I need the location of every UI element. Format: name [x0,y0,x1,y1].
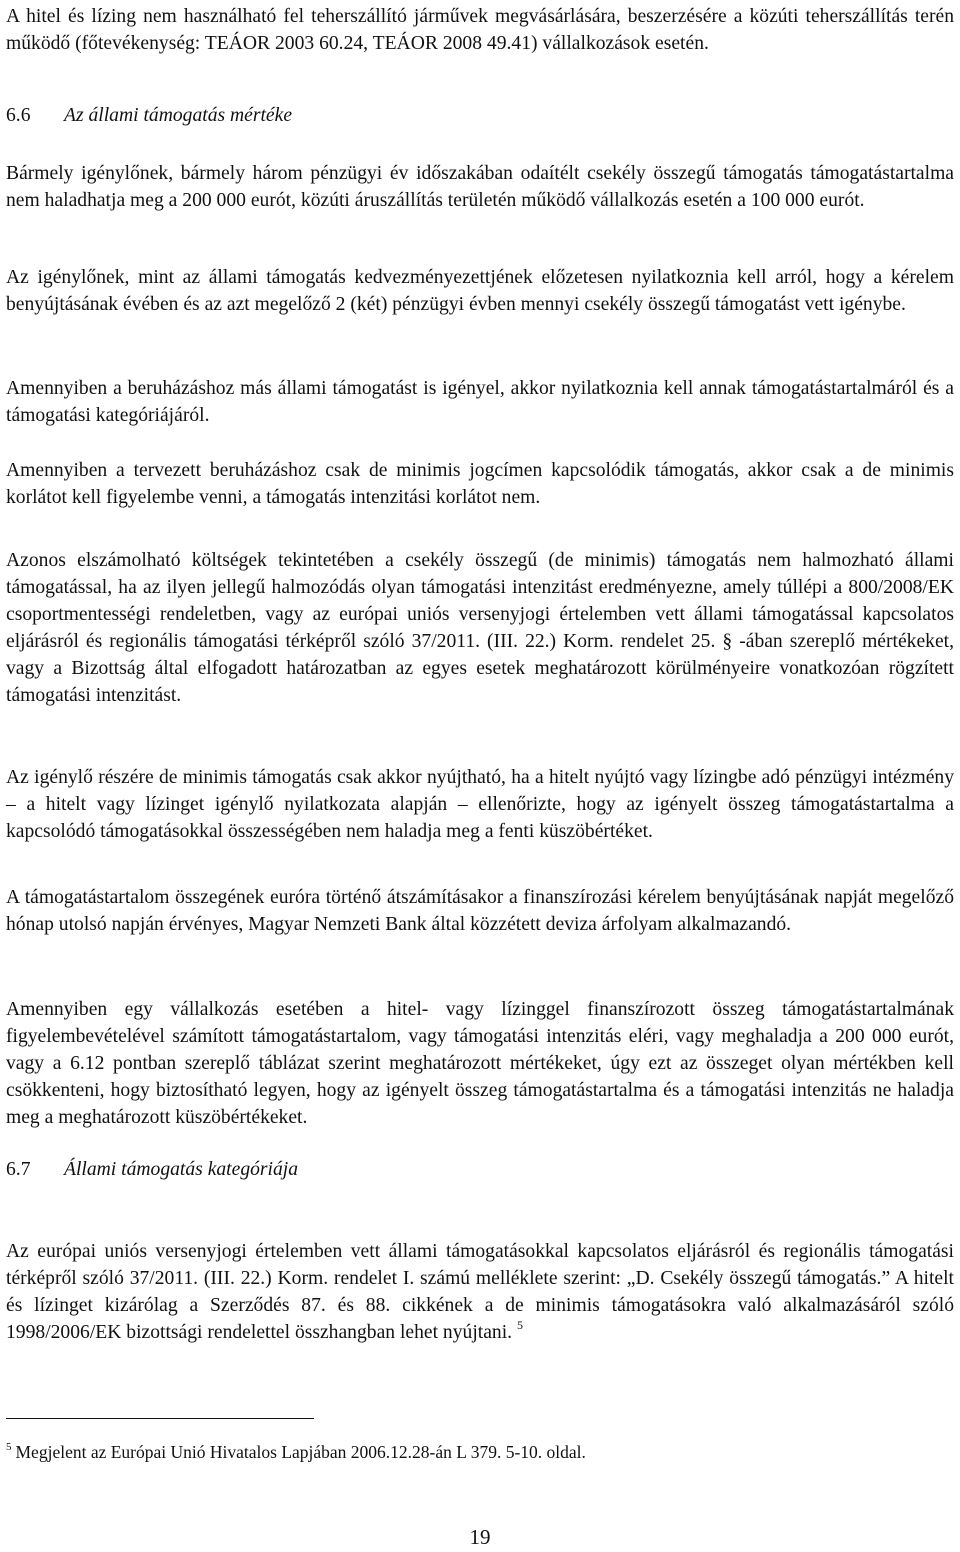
paragraph-eligibility-check: Az igénylő részére de minimis támogatás csak akkor nyújtható, ha a hitelt nyújtó vagy lízingbe adó pénzügyi intézmény – a hitelt vagy lízinget igénylő nyilatkozata alapján – ellenőrizte, hogy az igényelt összeg támogatástartalma a kapcsolódó támogatásokkal összességében nem haladja meg a fenti küszöbértéket. [6,767,954,842]
paragraph-conversion: A támogatástartalom összegének euróra történő átszámításakor a finanszírozási kérelem benyújtásának napját megelőző hónap utolsó napján érvényes, Magyar Nemzeti Bank által közzétett deviza árfolyam alkalmazandó. [6,887,954,935]
section-title: Állami támogatás kategóriája [64,1159,299,1180]
document-page [6,0,956,1552]
paragraph-de-minimis-only: Amennyiben a tervezett beruházáshoz csak de minimis jogcímen kapcsolódik támogatás, akkor csak a de minimis korlátot kell figyelembe venni, a támogatás intenzitási korlátot nem. [6,460,954,508]
paragraph-max-aid: Bármely igénylőnek, bármely három pénzügyi év időszakában odaítélt csekély összegű támogatás támogatástartalma nem haladhatja meg a 200 000 eurót, közúti áruszállítás területén működő vállalkozás esetén a 100 000 eurót. [6,163,954,211]
paragraph-other-aid: Amennyiben a beruházáshoz más állami támogatást is igényel, akkor nyilatkoznia kell annak támogatástartalmáról és a támogatási kategóriájáról. [6,378,954,426]
footnote-separator [6,1418,314,1419]
footnote [6,1441,954,1463]
section-heading-6-7 [6,1156,954,1183]
section-number: 6.6 [6,105,31,126]
footnote-text: Megjelent az Európai Unió Hivatalos Lapjában 2006.12.28-án L 379. 5-10. oldal. [15,1442,586,1462]
paragraph-cumulation: Azonos elszámolható költségek tekintetében a csekély összegű (de minimis) támogatás nem halmozható állami támogatással, ha az ilyen jellegű halmozódás olyan támogatási intenzitást eredményezne, amely túllépi a 800/2008/EK csoportmentességi rendeletben, vagy az európai uniós versenyjogi értelemben vett állami támogatással kapcsolatos eljárásról és regionális támogatási térképről szóló 37/2011. (III. 22.) Korm. rendelet 25. § -ában szereplő mértékeket, vagy a Bizottság által elfogadott határozatban az egyes esetek meghatározott körülményeire vonatkozóan rögzített támogatási intenzitást. [6,550,954,706]
paragraph-aid-category [6,1238,954,1346]
section-heading-6-6 [6,102,954,129]
paragraph-threshold-reduction: Amennyiben egy vállalkozás esetében a hitel- vagy lízinggel finanszírozott összeg támogatástartalmának figyelembevételével számított támogatástartalom, vagy támogatási intenzitás eléri, vagy meghaladja a 200 000 eurót, vagy a 6.12 pontban szereplő táblázat szerint meghatározott mértékeket, úgy ezt az összeget olyan mértékben kell csökkenteni, hogy biztosítható legyen, hogy az igényelt összeg támogatástartalma és a támogatási intenzitás ne haladja meg a meghatározott küszöbértékeket. [6,999,954,1128]
paragraph-aid-category-text: Az európai uniós versenyjogi értelemben vett állami támogatásokkal kapcsolatos eljárásról és regionális támogatási térképről szóló 37/2011. (III. 22.) Korm. rendelet I. számú melléklete szerint: „D. Csekély összegű támogatás.” A hitelt és lízinget kizárólag a Szerződés 87. és 88. cikkének a de minimis támogatásokra való alkalmazásáról szóló 1998/2006/EK bizottsági rendelettel összhangban lehet nyújtani. [6,1241,954,1343]
footnote-reference: 5 [516,1318,523,1332]
section-title: Az állami támogatás mértéke [64,105,293,126]
paragraph-declaration: Az igénylőnek, mint az állami támogatás kedvezményezettjének előzetesen nyilatkoznia kell arról, hogy a kérelem benyújtásának évében és az azt megelőző 2 (két) pénzügyi évben mennyi csekély összegű támogatást vett igénybe. [6,267,954,315]
intro-paragraph: A hitel és lízing nem használható fel teherszállító járművek megvásárlására, beszerzésére a közúti teherszállítás terén működő (főtevékenység: TEÁOR 2003 60.24, TEÁOR 2008 49.41) vállalkozások esetén. [6,6,954,54]
section-number: 6.7 [6,1159,31,1180]
footnote-number: 5 [6,1441,12,1453]
page-number: 19 [469,1525,491,1549]
